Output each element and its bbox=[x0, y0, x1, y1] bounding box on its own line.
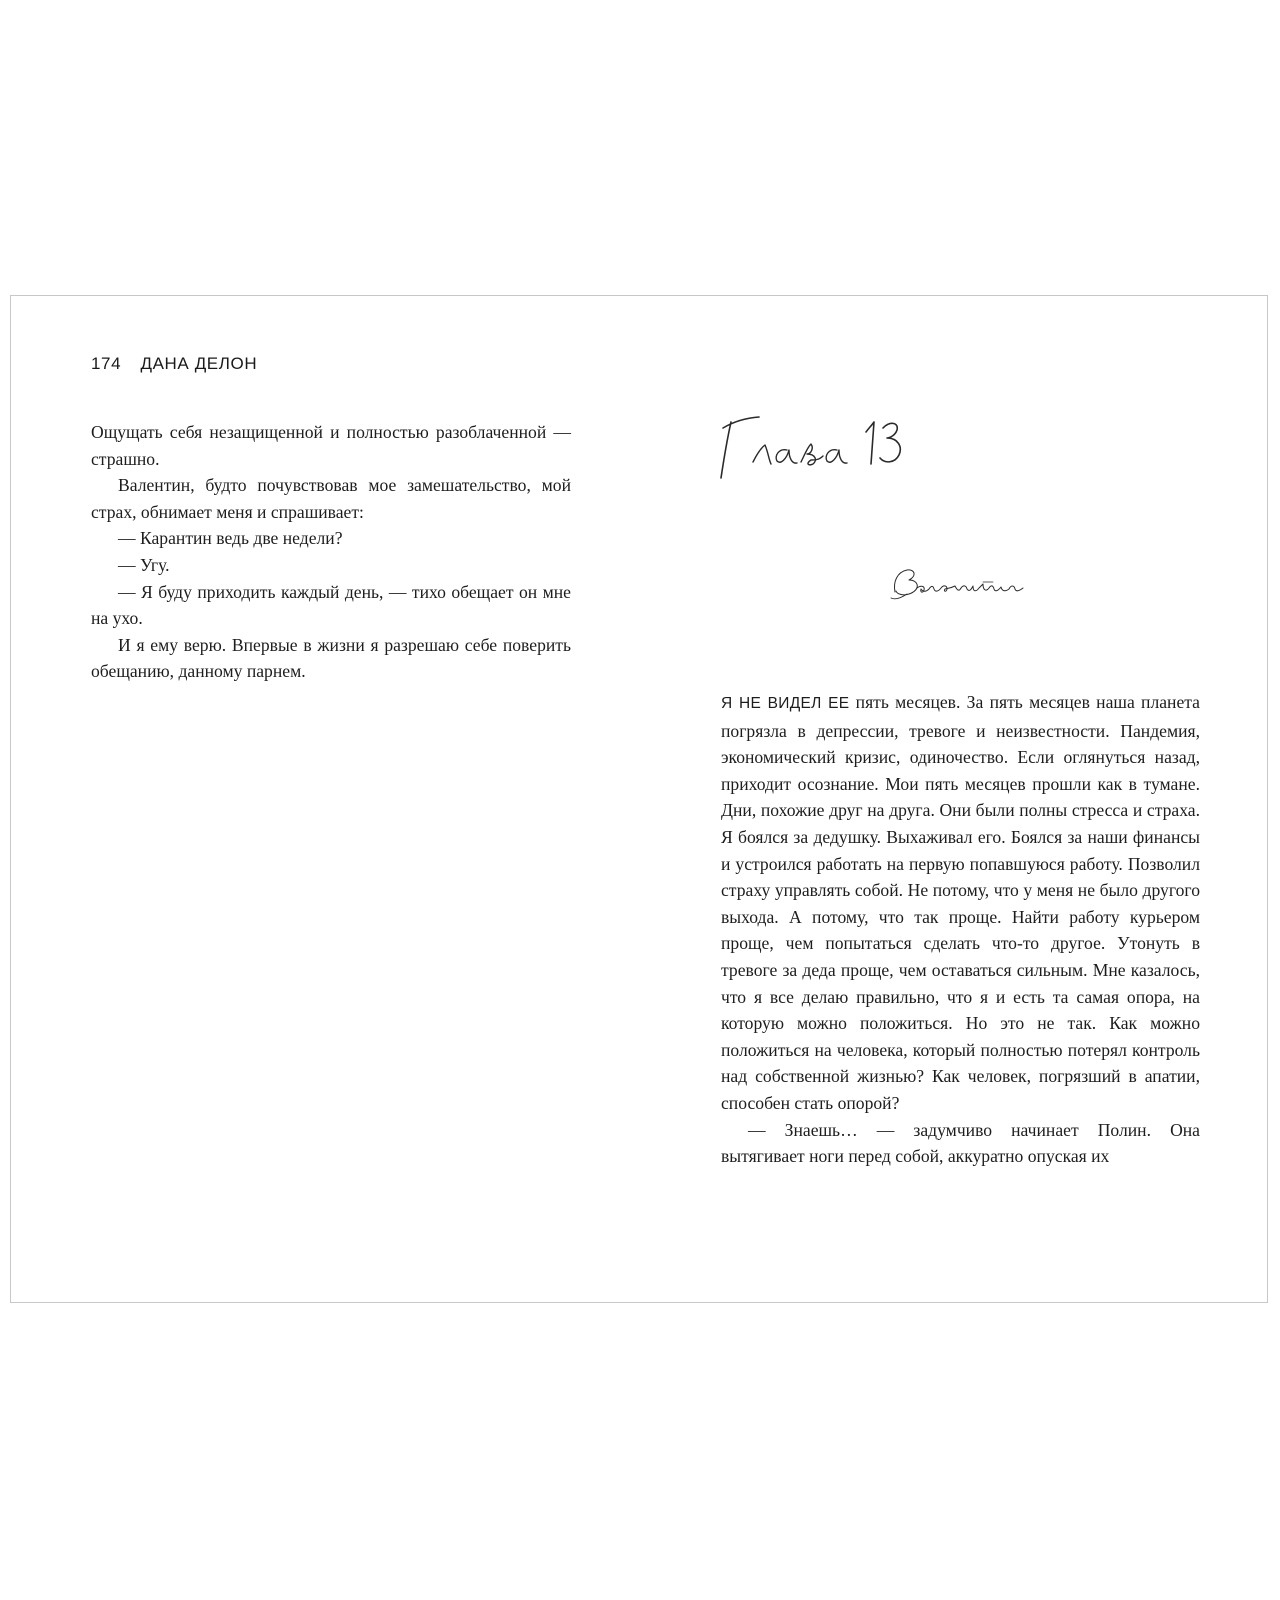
book-spread bbox=[10, 295, 1268, 1303]
chapter-title-handwritten bbox=[715, 408, 915, 490]
narrator-name-handwritten bbox=[887, 564, 1037, 608]
running-head bbox=[91, 354, 257, 374]
right-page-text bbox=[721, 689, 1200, 1170]
paragraph-body: пять месяцев. За пять месяцев наша планета погрязла в депрессии, тревоге и неизвестности. Пандемия, экономический кризис, одиночество. Если оглянуться назад, приходит осознание. Мои пять месяцев прошли как в тумане. Дни, похожие друг на друга. Они были полны стресса и страха. Я боялся за дедушку. Выхаживал его. Боялся за наши финансы и устроился работать на первую попавшуюся работу. Позволил страху управлять собой. Не потому, что у меня не было другого выхода. А потому, что так проще. Найти работу курьером проще, чем попытаться сделать что-то другое. Утонуть в тревоге за деда проще, чем оставаться сильным. Мне казалось, что я все делаю правильно, что я и есть та самая опора, на которую можно положиться. Но это не так. Как можно положиться на человека, который полностью потерял контроль над собственной жизнью? Как человек, погрязший в апатии, способен стать опорой? bbox=[721, 692, 1200, 1113]
paragraph: И я ему верю. Впервые в жизни я разрешаю себе поверить обещанию, данному парнем. bbox=[91, 634, 571, 682]
page-number: 174 bbox=[91, 354, 122, 373]
author-name: ДАНА ДЕЛОН bbox=[140, 354, 258, 373]
paragraph: — Карантин ведь две недели? bbox=[118, 528, 343, 549]
paragraph: — Знаешь… — задумчиво начинает Полин. Она вытягивает ноги перед собой, аккуратно опуская их bbox=[721, 1119, 1200, 1167]
paragraph: Валентин, будто почувствовав мое замешательство, мой страх, обнимает меня и спрашивает: bbox=[91, 475, 571, 522]
left-page-text bbox=[91, 419, 571, 685]
chapter-opening-paragraph bbox=[721, 689, 1200, 1117]
paragraph: Ощущать себя незащищенной и полностью разоблаченной — страшно. bbox=[91, 422, 571, 469]
lead-in-caps: Я НЕ ВИДЕЛ ЕЕ bbox=[721, 695, 850, 712]
paragraph: — Угу. bbox=[118, 554, 170, 575]
paragraph: — Я буду приходить каждый день, — тихо обещает он мне на ухо. bbox=[91, 581, 571, 629]
